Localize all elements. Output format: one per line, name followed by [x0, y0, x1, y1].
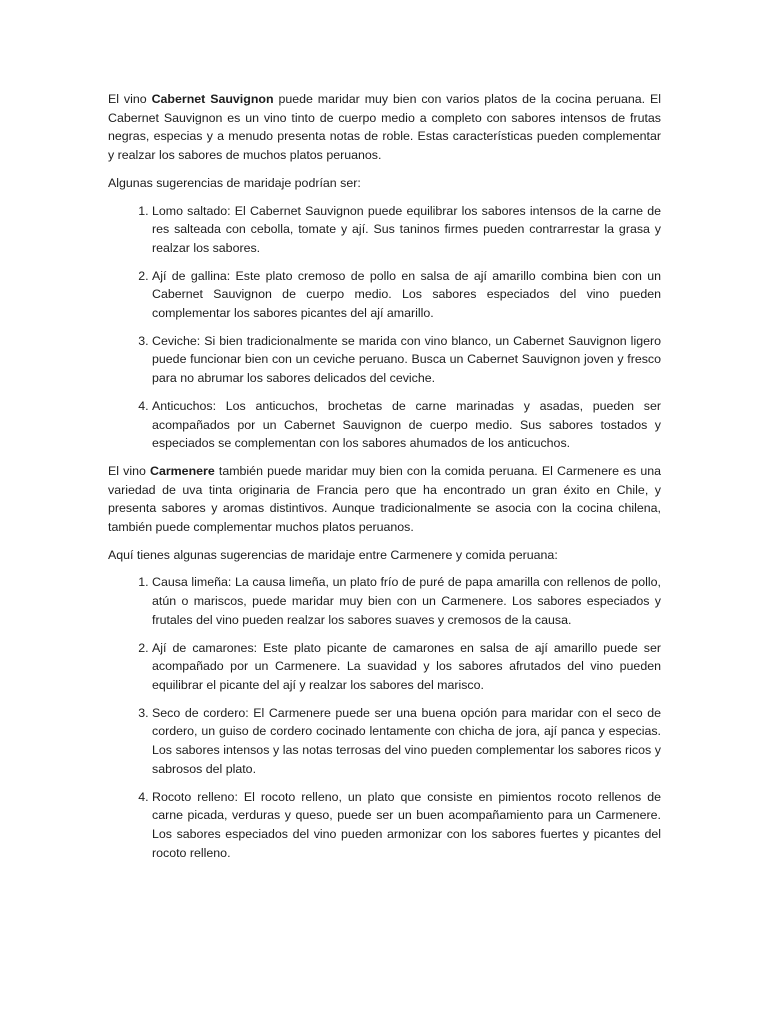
carmenere-wine-name: Carmenere — [150, 463, 215, 478]
cabernet-intro-paragraph — [108, 90, 661, 165]
carmenere-intro-pre: El vino — [108, 463, 150, 478]
list-item: 4. Anticuchos: Los anticuchos, brochetas de carne marinadas y asadas, pueden ser acompañados por un Cabernet Sauvignon de cuerpo medio. Sus sabores tostados y especiados se complementan con los sabores ahumados de los anticuchos. — [152, 397, 661, 453]
list-item: 3. Ceviche: Si bien tradicionalmente se marida con vino blanco, un Cabernet Sauvignon ligero puede funcionar bien con un ceviche peruano. Busca un Cabernet Sauvignon joven y fresco para no abrumar los sabores delicados del ceviche. — [152, 332, 661, 388]
list-item: 2. Ají de camarones: Este plato picante de camarones en salsa de ají amarillo puede ser acompañado por un Carmenere. La suavidad y los sabores afrutados del vino pueden equilibrar el picante del ají y realzar los sabores del marisco. — [152, 639, 661, 695]
cabernet-intro-pre: El vino — [108, 92, 152, 106]
document-page — [108, 90, 661, 871]
carmenere-lead-paragraph: Aquí tienes algunas sugerencias de maridaje entre Carmenere y comida peruana: — [108, 547, 558, 562]
carmenere-intro-post: también puede maridar muy bien con la comida peruana. El Carmenere es una variedad de uva tinta originaria de Francia pero que ha encontrado un gran éxito en Chile, y presenta sabores y aromas distintivos. Aunque tradicionalmente se asocia con la cocina chilena, también puede complementar muchos platos peruanos. — [108, 463, 661, 535]
cabernet-lead-paragraph: Algunas sugerencias de maridaje podrían ser: — [108, 175, 361, 190]
cabernet-pairing-list — [108, 202, 661, 453]
cabernet-wine-name: Cabernet Sauvignon — [151, 92, 274, 106]
list-item: 3. Seco de cordero: El Carmenere puede ser una buena opción para maridar con el seco de cordero, un guiso de cordero cocinado lentamente con chicha de jora, ají panca y especias. Los sabores intensos y las notas terrosas del vino pueden complementar los sabores ricos y sabrosos del plato. — [152, 704, 661, 779]
carmenere-pairing-list — [108, 573, 661, 862]
list-item: 1. Causa limeña: La causa limeña, un plato frío de puré de papa amarilla con rellenos de pollo, atún o mariscos, puede maridar muy bien con un Carmenere. Los sabores especiados y frutales del vino pueden realzar los sabores suaves y cremosos de la causa. — [152, 573, 661, 629]
list-item: 4. Rocoto relleno: El rocoto relleno, un plato que consiste en pimientos rocoto rellenos de carne picada, verduras y queso, puede ser un buen acompañamiento para un Carmenere. Los sabores especiados del vino pueden armonizar con los sabores fuertes y picantes del rocoto relleno. — [152, 788, 661, 863]
list-item: 1. Lomo saltado: El Cabernet Sauvignon puede equilibrar los sabores intensos de la carne de res salteada con cebolla, tomate y ají. Sus taninos firmes pueden contrarrestar la grasa y realzar los sabores. — [152, 202, 661, 258]
carmenere-intro-paragraph — [108, 462, 661, 537]
list-item: 2. Ají de gallina: Este plato cremoso de pollo en salsa de ají amarillo combina bien con un Cabernet Sauvignon de cuerpo medio. Los sabores especiados del vino pueden complementar los sabores picantes del ají amarillo. — [152, 267, 661, 323]
cabernet-intro-post: puede maridar muy bien con varios platos de la cocina peruana. El Cabernet Sauvignon es un vino tinto de cuerpo medio a completo con sabores intensos de frutas negras, especias y a menudo presenta notas de roble. Estas características pueden complementar y realzar los sabores de muchos platos peruanos. — [108, 92, 661, 163]
